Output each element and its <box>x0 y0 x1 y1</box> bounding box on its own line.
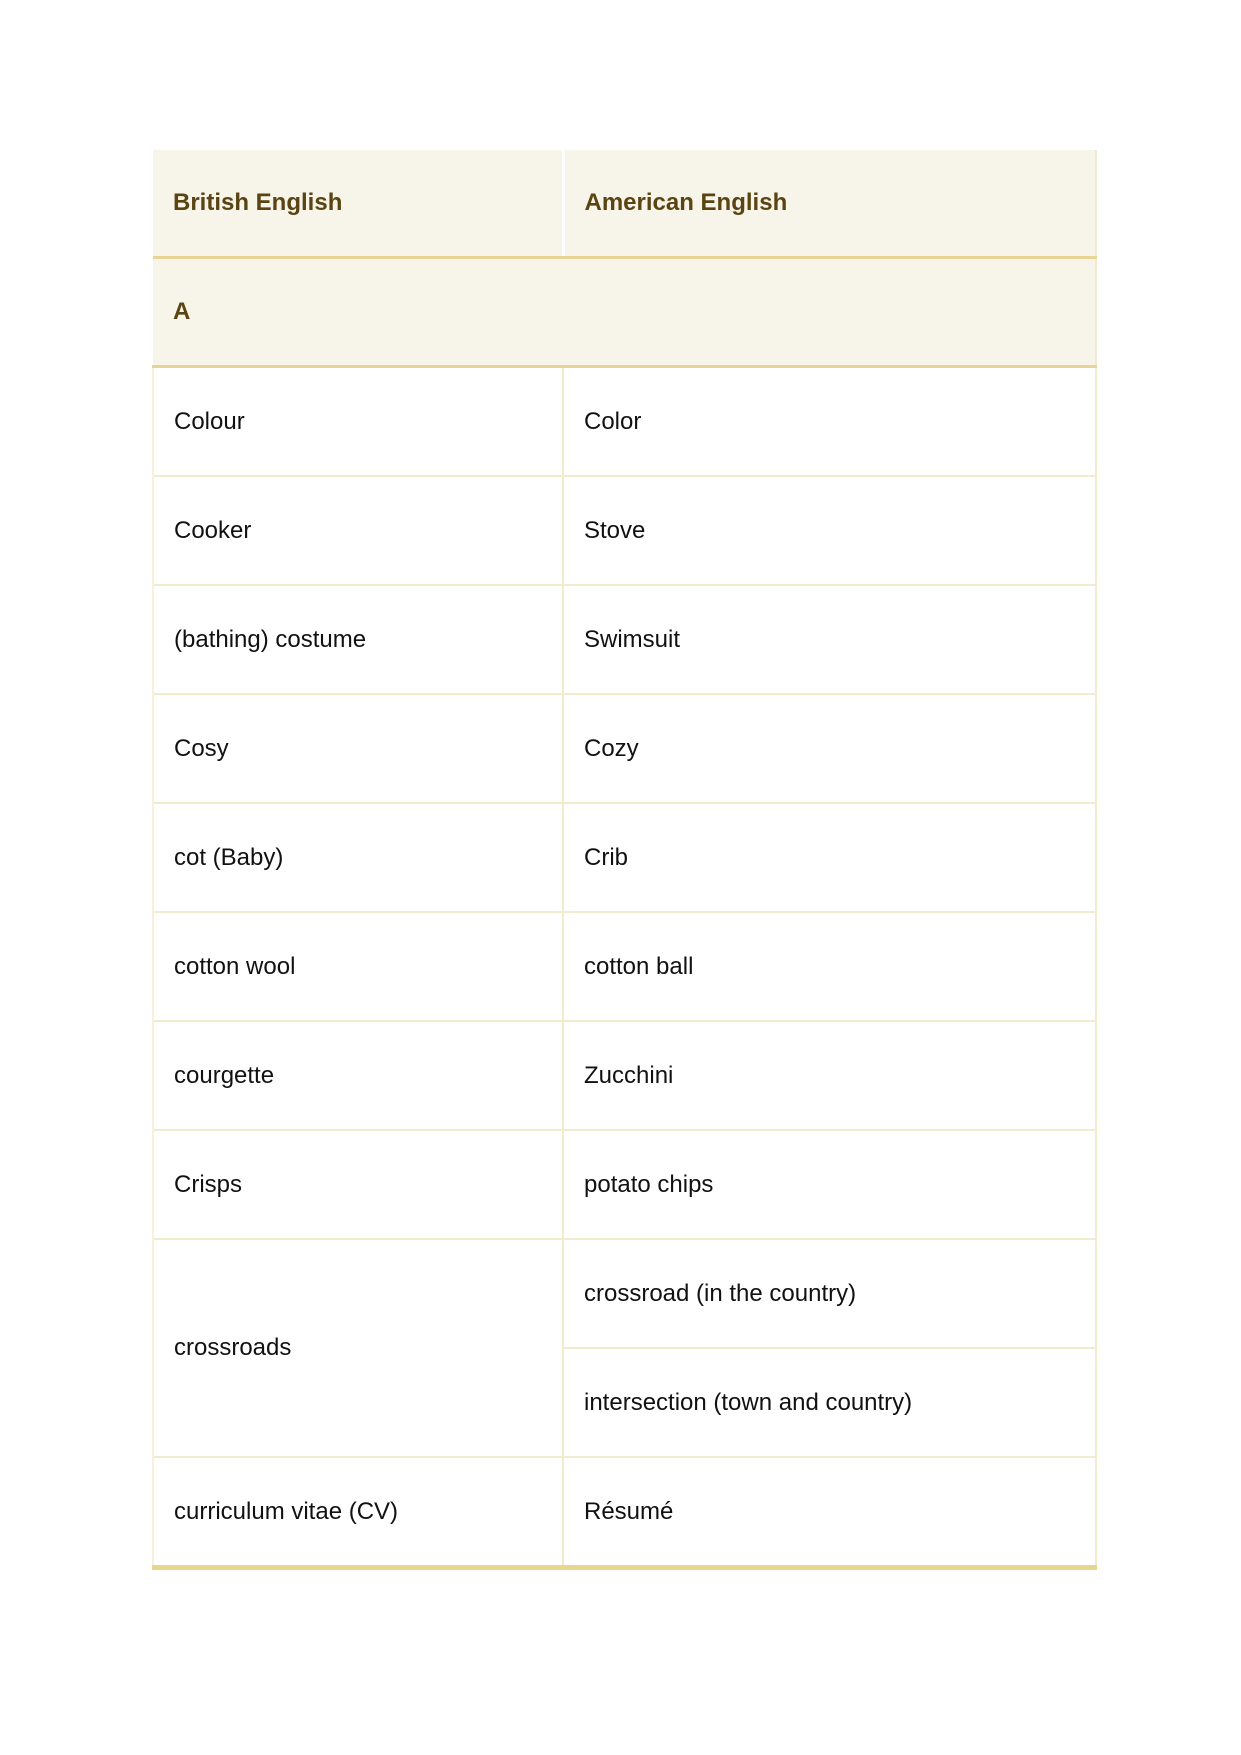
british-term: curriculum vitae (CV) <box>153 1457 563 1568</box>
american-term: cotton ball <box>563 912 1096 1021</box>
american-term: potato chips <box>563 1130 1096 1239</box>
table-row <box>153 1130 1096 1239</box>
american-term: Swimsuit <box>563 585 1096 694</box>
table-row <box>153 912 1096 1021</box>
table-row <box>153 1457 1096 1568</box>
american-term-intersection: intersection (town and country) <box>563 1348 1096 1457</box>
british-term-crossroads: crossroads <box>153 1239 563 1457</box>
american-term: Résumé <box>563 1457 1096 1568</box>
table-row <box>153 585 1096 694</box>
table-row <box>153 694 1096 803</box>
british-term: Crisps <box>153 1130 563 1239</box>
american-term: Crib <box>563 803 1096 912</box>
american-term: Color <box>563 367 1096 477</box>
british-term: Colour <box>153 367 563 477</box>
section-letter: A <box>153 258 1096 367</box>
british-term: courgette <box>153 1021 563 1130</box>
column-header-british: British English <box>153 150 563 258</box>
table-row <box>153 367 1096 477</box>
british-term: cot (Baby) <box>153 803 563 912</box>
british-term: Cooker <box>153 476 563 585</box>
table-row <box>153 476 1096 585</box>
glossary-table <box>152 150 1097 1570</box>
american-term: Cozy <box>563 694 1096 803</box>
american-term-crossroad: crossroad (in the country) <box>563 1239 1096 1348</box>
british-term: (bathing) costume <box>153 585 563 694</box>
american-term: Zucchini <box>563 1021 1096 1130</box>
table-row <box>153 1239 1096 1348</box>
british-term: cotton wool <box>153 912 563 1021</box>
table-row <box>153 803 1096 912</box>
section-row <box>153 258 1096 367</box>
american-term: Stove <box>563 476 1096 585</box>
column-header-american: American English <box>563 150 1096 258</box>
british-term: Cosy <box>153 694 563 803</box>
table-row <box>153 1021 1096 1130</box>
header-row <box>153 150 1096 258</box>
